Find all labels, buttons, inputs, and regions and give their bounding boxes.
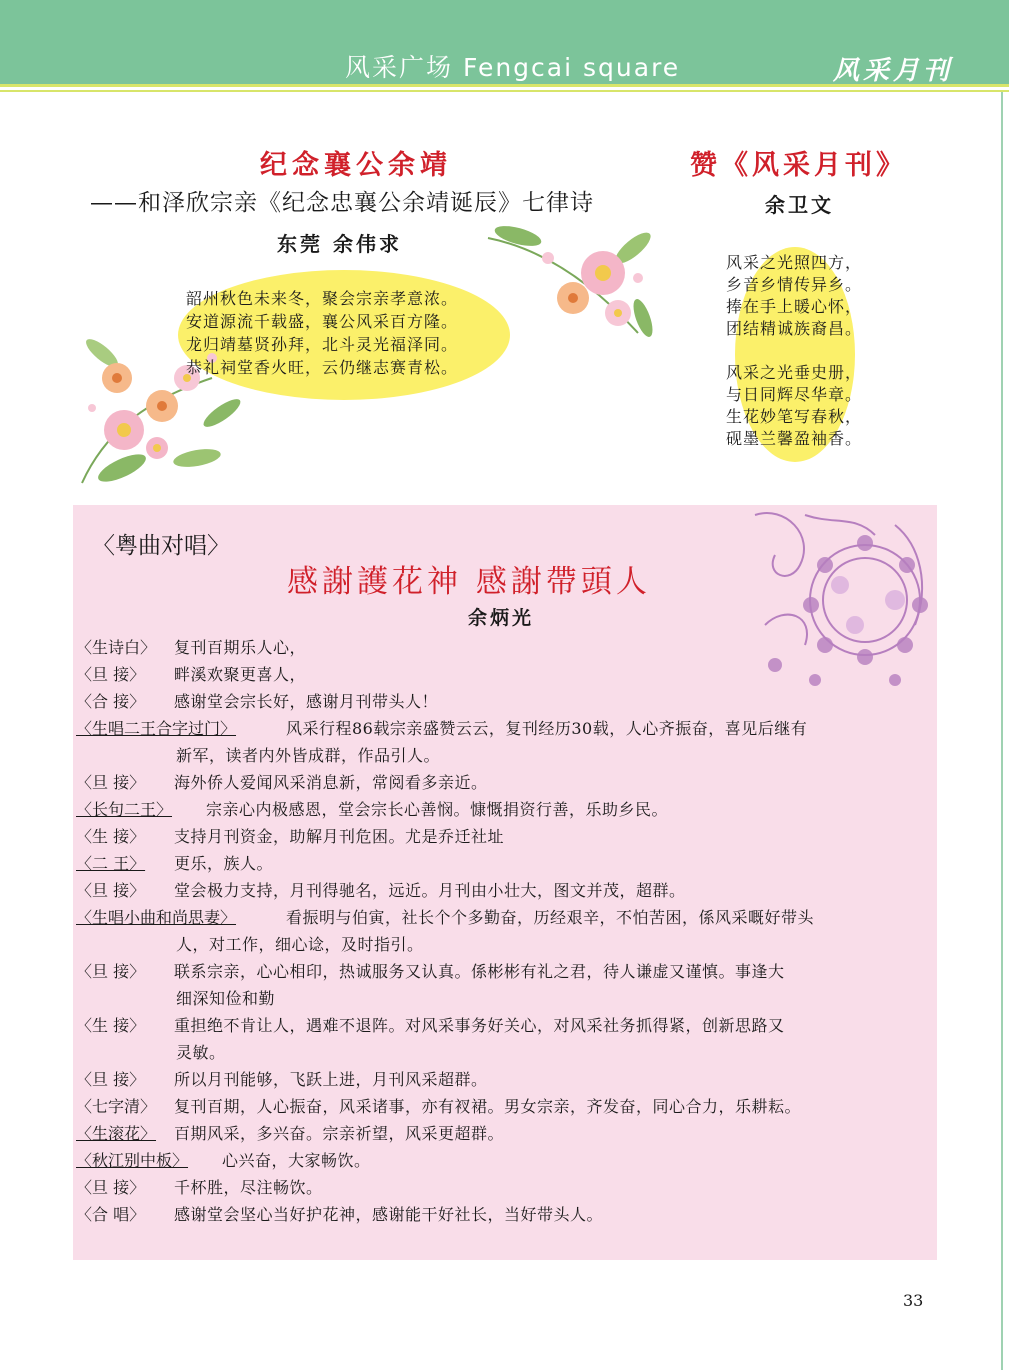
lyric-line-continued <box>76 1039 936 1066</box>
lyric-line <box>76 688 936 715</box>
lyric-line <box>76 823 936 850</box>
poem1-body <box>186 287 458 379</box>
lyric-text: 风采行程86载宗亲盛赞云云，复刊经历30载，人心齐振奋，喜见后继有 <box>286 719 808 738</box>
lyric-label: 〈长句二王〉 <box>76 800 173 819</box>
poem1-title: 纪念襄公余靖 <box>260 150 452 181</box>
lyric-line <box>76 1120 936 1147</box>
lyric-text: 宗亲心内极感恩，堂会宗长心善悯。慷慨捐资行善，乐助乡民。 <box>206 800 669 819</box>
lyric-text: 百期风采，多兴奋。宗亲祈望，风采更超群。 <box>174 1124 505 1143</box>
poem-line: 韶州秋色未来冬，聚会宗亲孝意浓。 <box>186 289 459 308</box>
lyric-text: 畔溪欢聚更喜人， <box>174 665 307 684</box>
lyric-label: 〈二 王〉 <box>76 854 146 873</box>
lyric-text: 堂会极力支持，月刊得驰名，远近。月刊由小壮大，图文并茂，超群。 <box>174 881 686 900</box>
lyric-line <box>76 796 936 823</box>
song-author: 余炳光 <box>468 607 535 629</box>
lyric-text: 感谢堂会宗长好，感谢月刊带头人！ <box>174 692 439 711</box>
lyric-label: 〈旦 接〉 <box>76 1178 146 1197</box>
song-lyrics <box>76 634 936 1228</box>
lyric-line <box>76 1174 936 1201</box>
poem-line: 生花妙笔写春秋， <box>726 407 863 426</box>
lyric-text: 千杯胜，尽注畅饮。 <box>174 1178 323 1197</box>
poem2-body <box>726 252 862 450</box>
header-divider-thin <box>0 90 1009 92</box>
lyric-label: 〈秋江别中板〉 <box>76 1151 189 1170</box>
poem2-title: 赞《风采月刊》 <box>690 150 907 181</box>
lyric-label: 〈旦 接〉 <box>76 665 146 684</box>
poem2-stanza-2 <box>726 362 862 450</box>
poem1-author: 东莞 余伟求 <box>277 232 402 256</box>
lyric-label: 〈合 唱〉 <box>76 1205 146 1224</box>
poem-line: 风采之光照四方， <box>726 253 863 272</box>
poem-line: 与日同辉尽华章。 <box>726 385 863 404</box>
lyric-label: 〈旦 接〉 <box>76 773 146 792</box>
lyric-text: 复刊百期乐人心， <box>174 638 307 657</box>
lyric-line-continued <box>76 985 936 1012</box>
lyric-line <box>76 661 936 688</box>
lyric-text: 复刊百期，人心振奋，风采诸事，亦有衩裙。男女宗亲，齐发奋，同心合力，乐耕耘。 <box>174 1097 802 1116</box>
lyric-text: 心兴奋，大家畅饮。 <box>222 1151 371 1170</box>
lyric-text: 所以月刊能够，飞跃上进，月刊风采超群。 <box>174 1070 488 1089</box>
lyric-text: 看振明与伯寅，社长个个多勤奋，历经艰辛，不怕苦困，係风采嘅好带头 <box>286 908 815 927</box>
lyric-text: 细深知俭和勤 <box>176 989 276 1008</box>
lyric-label: 〈旦 接〉 <box>76 962 146 981</box>
poem2-author: 余卫文 <box>765 193 834 217</box>
lyric-line <box>76 1066 936 1093</box>
flower-decoration-top-icon <box>478 218 663 343</box>
lyric-line <box>76 1147 936 1174</box>
poem-line: 风采之光垂史册， <box>726 363 863 382</box>
poem2-stanza-1 <box>726 252 862 340</box>
section-title: 风采广场 Fengcai square <box>345 53 681 82</box>
lyric-text: 人，对工作，细心谂，及时指引。 <box>176 935 424 954</box>
lyric-label: 〈七字清〉 <box>76 1097 157 1116</box>
lyric-label: 〈生 接〉 <box>76 827 146 846</box>
poem-line: 团结精诚族裔昌。 <box>726 319 863 338</box>
lyric-line-continued <box>76 742 936 769</box>
lyric-label: 〈生唱小曲和尚思妻〉 <box>76 908 237 927</box>
lyric-text: 更乐，族人。 <box>174 854 274 873</box>
lyric-line-continued <box>76 931 936 958</box>
lyric-line <box>76 1012 936 1039</box>
poem-line: 乡音乡情传异乡。 <box>726 275 863 294</box>
lyric-line <box>76 850 936 877</box>
lyric-text: 联系宗亲，心心相印，热诚服务又认真。係彬彬有礼之君，待人谦虚又谨慎。事逢大 <box>174 962 785 981</box>
lyric-text: 灵敏。 <box>176 1043 226 1062</box>
lyric-label: 〈生唱二王合字过门〉 <box>76 719 237 738</box>
page-number: 33 <box>903 1291 924 1310</box>
poem-line: 安道源流千载盛，襄公风采百方隆。 <box>186 312 459 331</box>
lyric-text: 感谢堂会坚心当好护花神，感谢能干好社长，当好带头人。 <box>174 1205 604 1224</box>
lyric-line <box>76 1201 936 1228</box>
lyric-label: 〈生滚花〉 <box>76 1124 157 1143</box>
song-title: 感謝護花神 感謝帶頭人 <box>287 564 651 600</box>
poem1-subtitle: ——和泽欣宗亲《纪念忠襄公余靖诞辰》七律诗 <box>90 190 594 216</box>
lyric-line <box>76 769 936 796</box>
magazine-name: 风采月刊 <box>833 56 954 86</box>
page-edge-line <box>1001 92 1003 1370</box>
lyric-line <box>76 1093 936 1120</box>
poem-line: 捧在手上暖心怀， <box>726 297 863 316</box>
lyric-label: 〈合 接〉 <box>76 692 146 711</box>
lyric-line <box>76 904 936 931</box>
lyric-text: 新军，读者内外皆成群，作品引人。 <box>176 746 441 765</box>
lyric-label: 〈生 接〉 <box>76 1016 146 1035</box>
poem-line: 砚墨兰馨盈袖香。 <box>726 429 863 448</box>
lyric-label: 〈旦 接〉 <box>76 881 146 900</box>
lyric-text: 海外侨人爱闻风采消息新，常阅看多亲近。 <box>174 773 488 792</box>
song-genre-tag: 〈粤曲对唱〉 <box>92 533 230 559</box>
lyric-line <box>76 715 936 742</box>
lyric-line <box>76 958 936 985</box>
lyric-label: 〈旦 接〉 <box>76 1070 146 1089</box>
lyric-text: 重担绝不肯让人，遇难不退阵。对风采事务好关心，对风采社务抓得紧，创新思路又 <box>174 1016 785 1035</box>
lyric-line <box>76 634 936 661</box>
lyric-line <box>76 877 936 904</box>
poem-line: 龙归靖墓贤孙拜，北斗灵光福泽同。 <box>186 335 459 354</box>
lyric-label: 〈生诗白〉 <box>76 638 157 657</box>
lyric-text: 支持月刊资金，助解月刊危困。尤是乔迁社址 <box>174 827 505 846</box>
poem-line: 恭礼祠堂香火旺，云仍继志赛青松。 <box>186 358 459 377</box>
